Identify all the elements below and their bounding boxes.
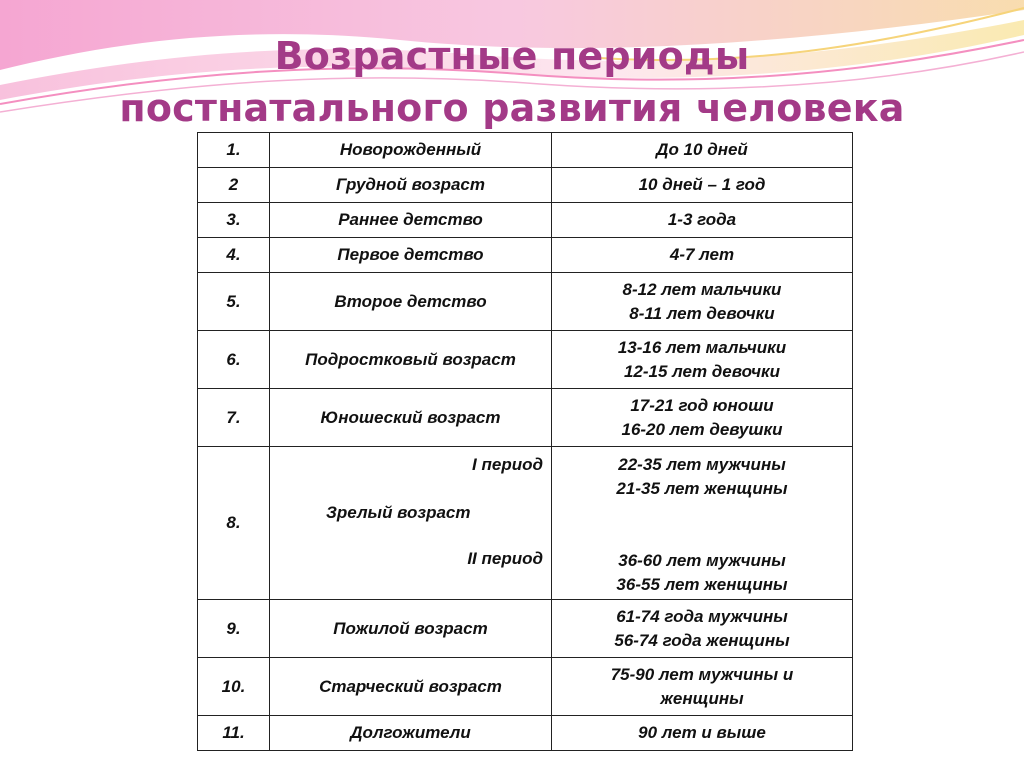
row-number: 1. [198, 133, 270, 168]
row-number: 4. [198, 238, 270, 273]
period-name: Первое детство [270, 238, 552, 273]
period-name: Юношеский возраст [270, 389, 552, 447]
age-range [552, 331, 853, 389]
age-range [552, 600, 853, 658]
period-name: Пожилой возраст [270, 600, 552, 658]
age-range [552, 168, 853, 203]
age-range [552, 716, 853, 751]
period-1-label: I период [472, 455, 543, 474]
age-line: 13-16 лет мальчики [617, 337, 787, 357]
table-row [198, 600, 853, 658]
age-range-mature [552, 447, 853, 600]
age-range [552, 133, 853, 168]
age-line: женщины [660, 688, 744, 708]
row-number: 11. [198, 716, 270, 751]
age-group-1 [552, 453, 852, 501]
period-name: Старческий возраст [270, 658, 552, 716]
age-range [552, 203, 853, 238]
period-name: Грудной возраст [270, 168, 552, 203]
period-2-label: II период [467, 549, 543, 568]
table-row [198, 331, 853, 389]
age-line: 36-55 лет женщины [616, 575, 788, 594]
period-name: Долгожители [270, 716, 552, 751]
age-line: 1-3 года [667, 210, 737, 229]
period-name: Второе детство [270, 273, 552, 331]
table-row [198, 168, 853, 203]
age-line: 22-35 лет мужчины [618, 455, 786, 474]
title-line-2: постнатального развития человека [119, 86, 905, 130]
age-range [552, 238, 853, 273]
row-number: 8. [198, 447, 270, 600]
row-number: 2 [198, 168, 270, 203]
row-number: 5. [198, 273, 270, 331]
age-periods-table-container [197, 132, 852, 751]
age-line: 61-74 года мужчины [616, 606, 788, 626]
age-line: 12-15 лет девочки [623, 361, 781, 381]
table-row [198, 389, 853, 447]
age-group-2 [552, 549, 852, 597]
row-number: 6. [198, 331, 270, 389]
period-name: Новорожденный [270, 133, 552, 168]
age-line: До 10 дней [656, 140, 748, 159]
period-name-mature [270, 447, 552, 600]
age-line: 17-21 год юноши [630, 395, 774, 415]
age-line: 8-11 лет девочки [629, 303, 775, 323]
table-row [198, 238, 853, 273]
age-line: 8-12 лет мальчики [622, 279, 782, 299]
row-number: 7. [198, 389, 270, 447]
title-line-1: Возрастные периоды [274, 34, 750, 78]
table-row [198, 716, 853, 751]
table-row [198, 447, 853, 600]
period-name: Подростковый возраст [270, 331, 552, 389]
age-line: 90 лет и выше [638, 723, 766, 742]
age-line: 36-60 лет мужчины [618, 551, 786, 570]
table-row [198, 133, 853, 168]
table-row [198, 658, 853, 716]
period-name: Зрелый возраст [326, 503, 471, 522]
age-line: 75-90 лет мужчины и [610, 664, 794, 684]
age-line: 4-7 лет [669, 245, 735, 264]
age-range [552, 658, 853, 716]
row-number: 9. [198, 600, 270, 658]
period-name: Раннее детство [270, 203, 552, 238]
row-number: 10. [198, 658, 270, 716]
row-number: 3. [198, 203, 270, 238]
age-periods-table [197, 132, 853, 751]
age-line: 21-35 лет женщины [616, 479, 788, 498]
age-line: 10 дней – 1 год [638, 175, 766, 194]
age-range [552, 273, 853, 331]
table-row [198, 203, 853, 238]
page-title [0, 30, 1024, 134]
age-range [552, 389, 853, 447]
age-line: 16-20 лет девушки [621, 419, 783, 439]
age-line: 56-74 года женщины [614, 630, 790, 650]
table-row [198, 273, 853, 331]
